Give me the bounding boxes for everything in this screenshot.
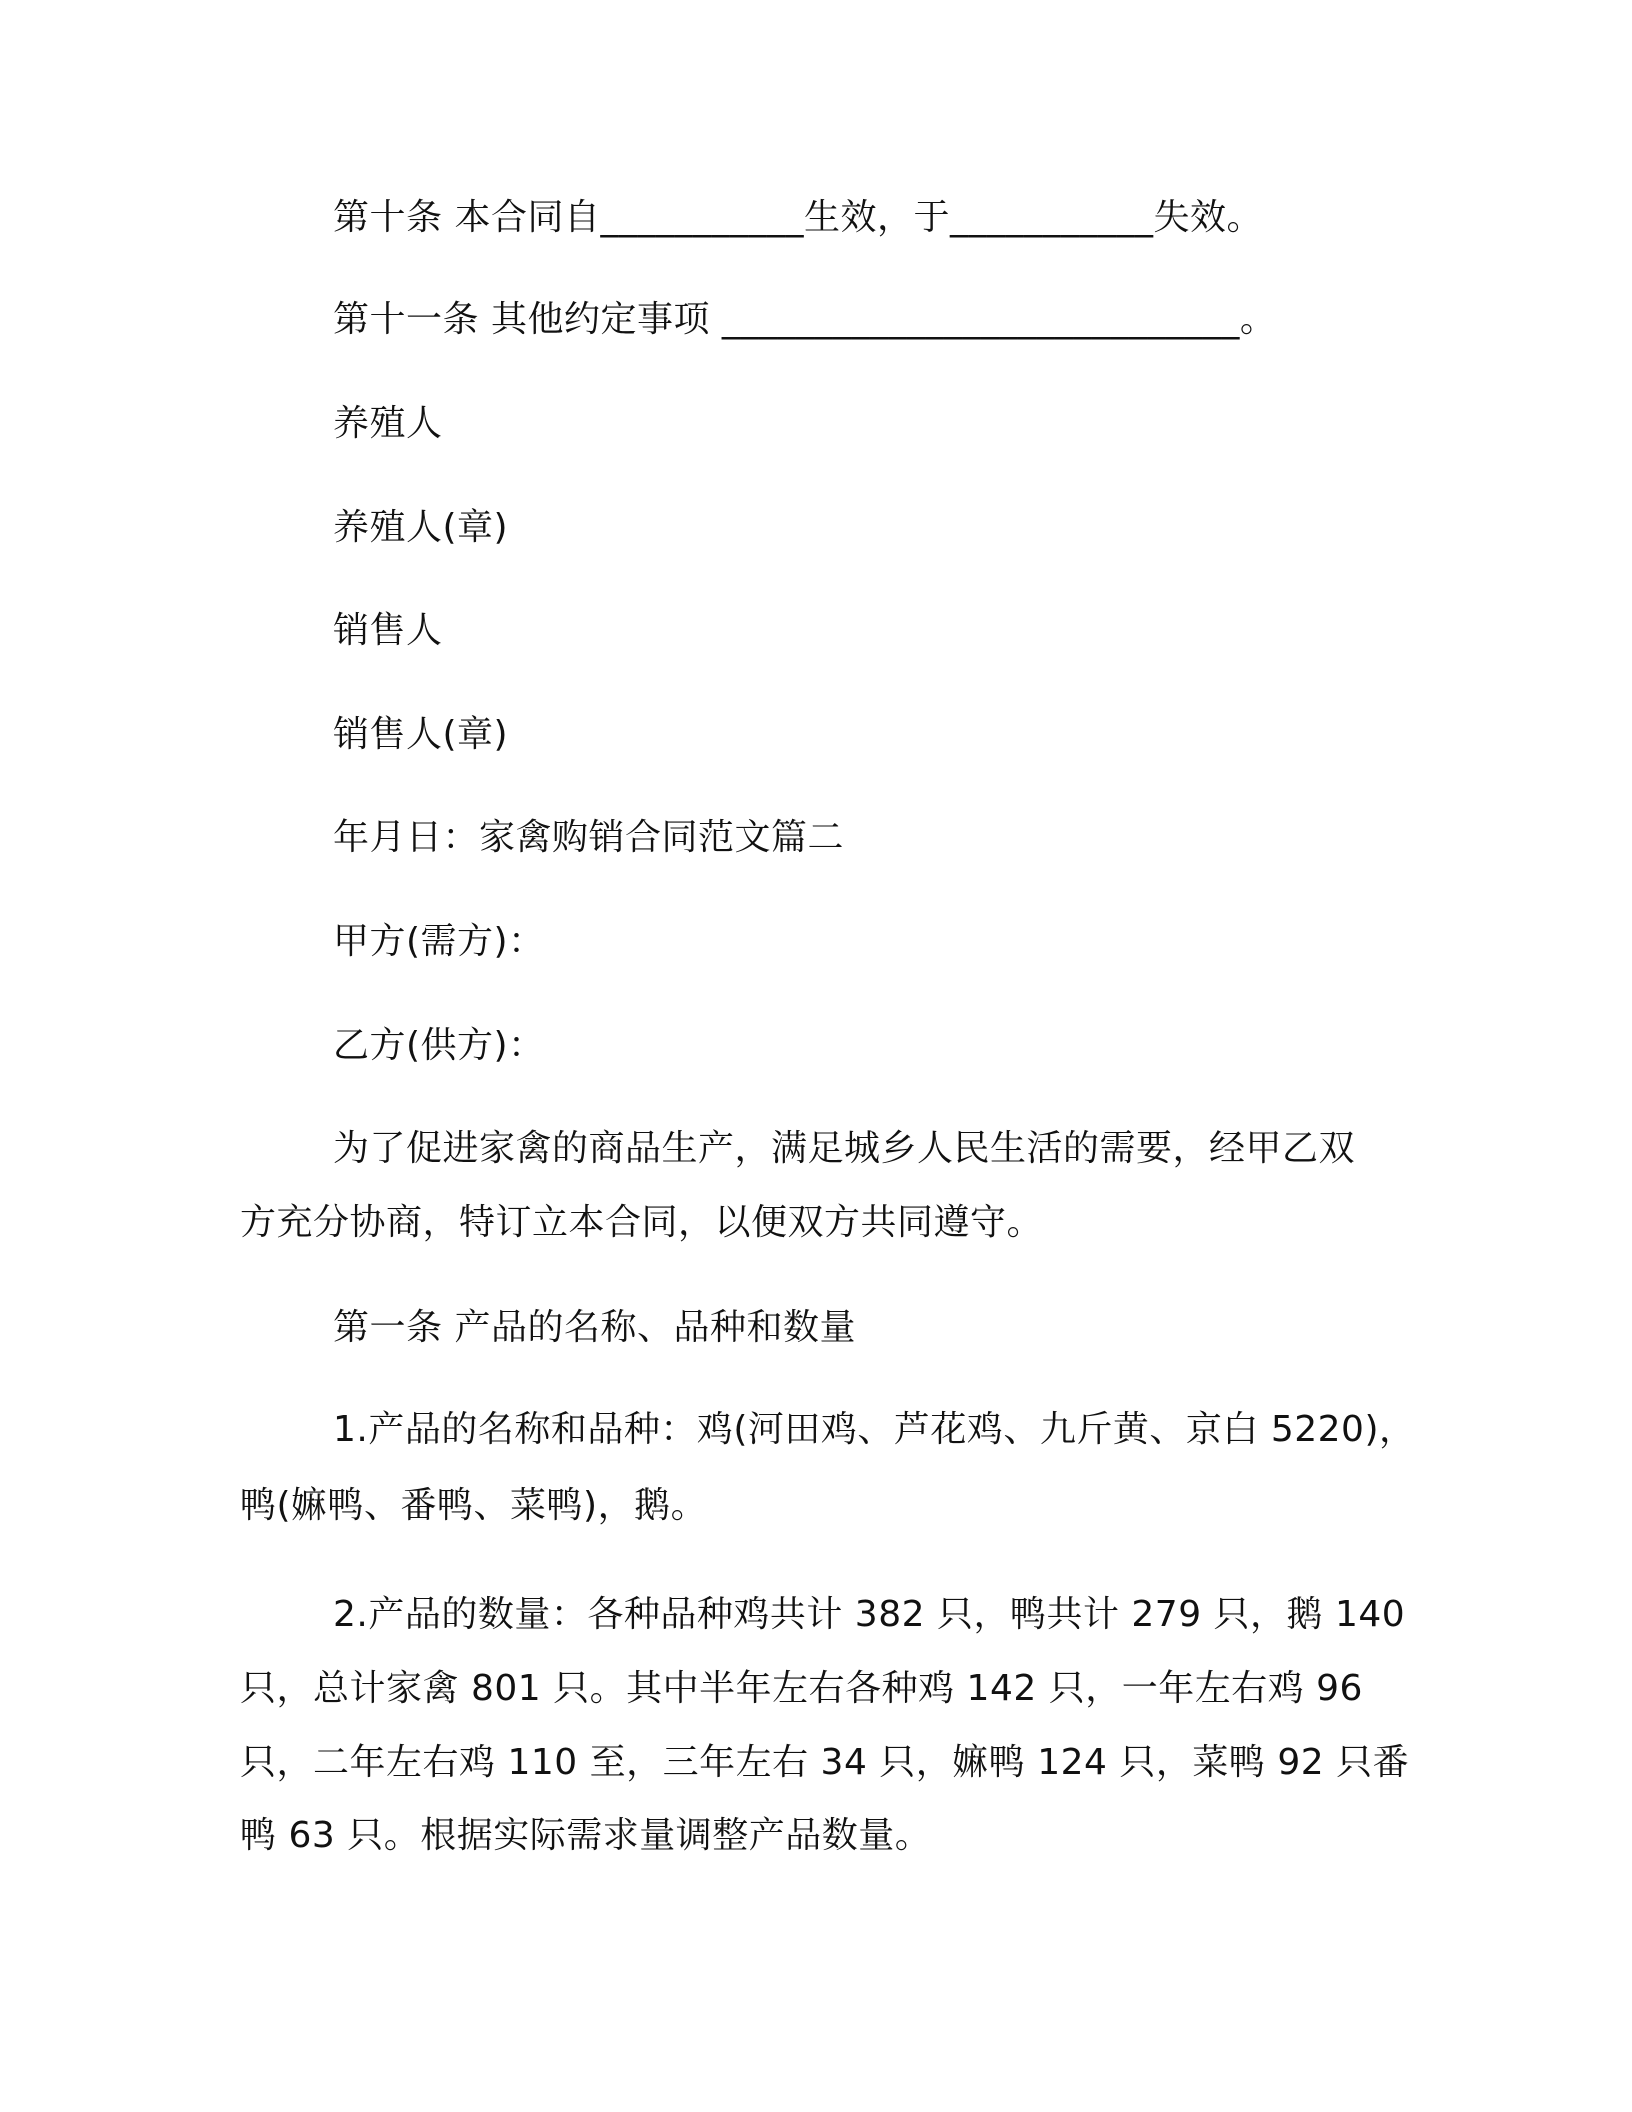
article-1-heading: 第一条 产品的名称、品种和数量 xyxy=(333,1307,856,1348)
article-11-line: 第十一条 其他约定事项 ____________________________。 xyxy=(333,299,1277,340)
product-names-line-2: 鸭(嫲鸭、番鸭、菜鸭)，鹅。 xyxy=(240,1485,708,1526)
product-names-line-1: 1.产品的名称和品种：鸡(河田鸡、芦花鸡、九斤黄、京白 5220)， xyxy=(333,1409,1416,1450)
product-quantity-line-1: 2.产品的数量：各种品种鸡共计 382 只，鸭共计 279 只，鹅 140 xyxy=(333,1594,1406,1635)
breeder-seal-label: 养殖人(章) xyxy=(333,507,509,548)
seller-seal-label: 销售人(章) xyxy=(333,714,509,755)
article-10-line: 第十条 本合同自___________生效，于___________失效。 xyxy=(333,197,1263,238)
party-a-label: 甲方(需方)： xyxy=(333,921,545,962)
date-and-section-title: 年月日：家禽购销合同范文篇二 xyxy=(333,817,845,858)
product-quantity-line-3: 只，二年左右鸡 110 至，三年左右 34 只，嫲鸭 124 只，菜鸭 92 只番 xyxy=(240,1742,1410,1783)
product-quantity-line-2: 只，总计家禽 801 只。其中半年左右各种鸡 142 只，一年左右鸡 96 xyxy=(240,1668,1363,1709)
party-b-label: 乙方(供方)： xyxy=(333,1025,545,1066)
seller-label: 销售人 xyxy=(333,610,443,651)
preamble-line-2: 方充分协商，特订立本合同，以便双方共同遵守。 xyxy=(240,1202,1044,1243)
breeder-label: 养殖人 xyxy=(333,403,443,444)
product-quantity-line-4: 鸭 63 只。根据实际需求量调整产品数量。 xyxy=(240,1815,932,1856)
preamble-line-1: 为了促进家禽的商品生产，满足城乡人民生活的需要，经甲乙双 xyxy=(333,1128,1356,1169)
